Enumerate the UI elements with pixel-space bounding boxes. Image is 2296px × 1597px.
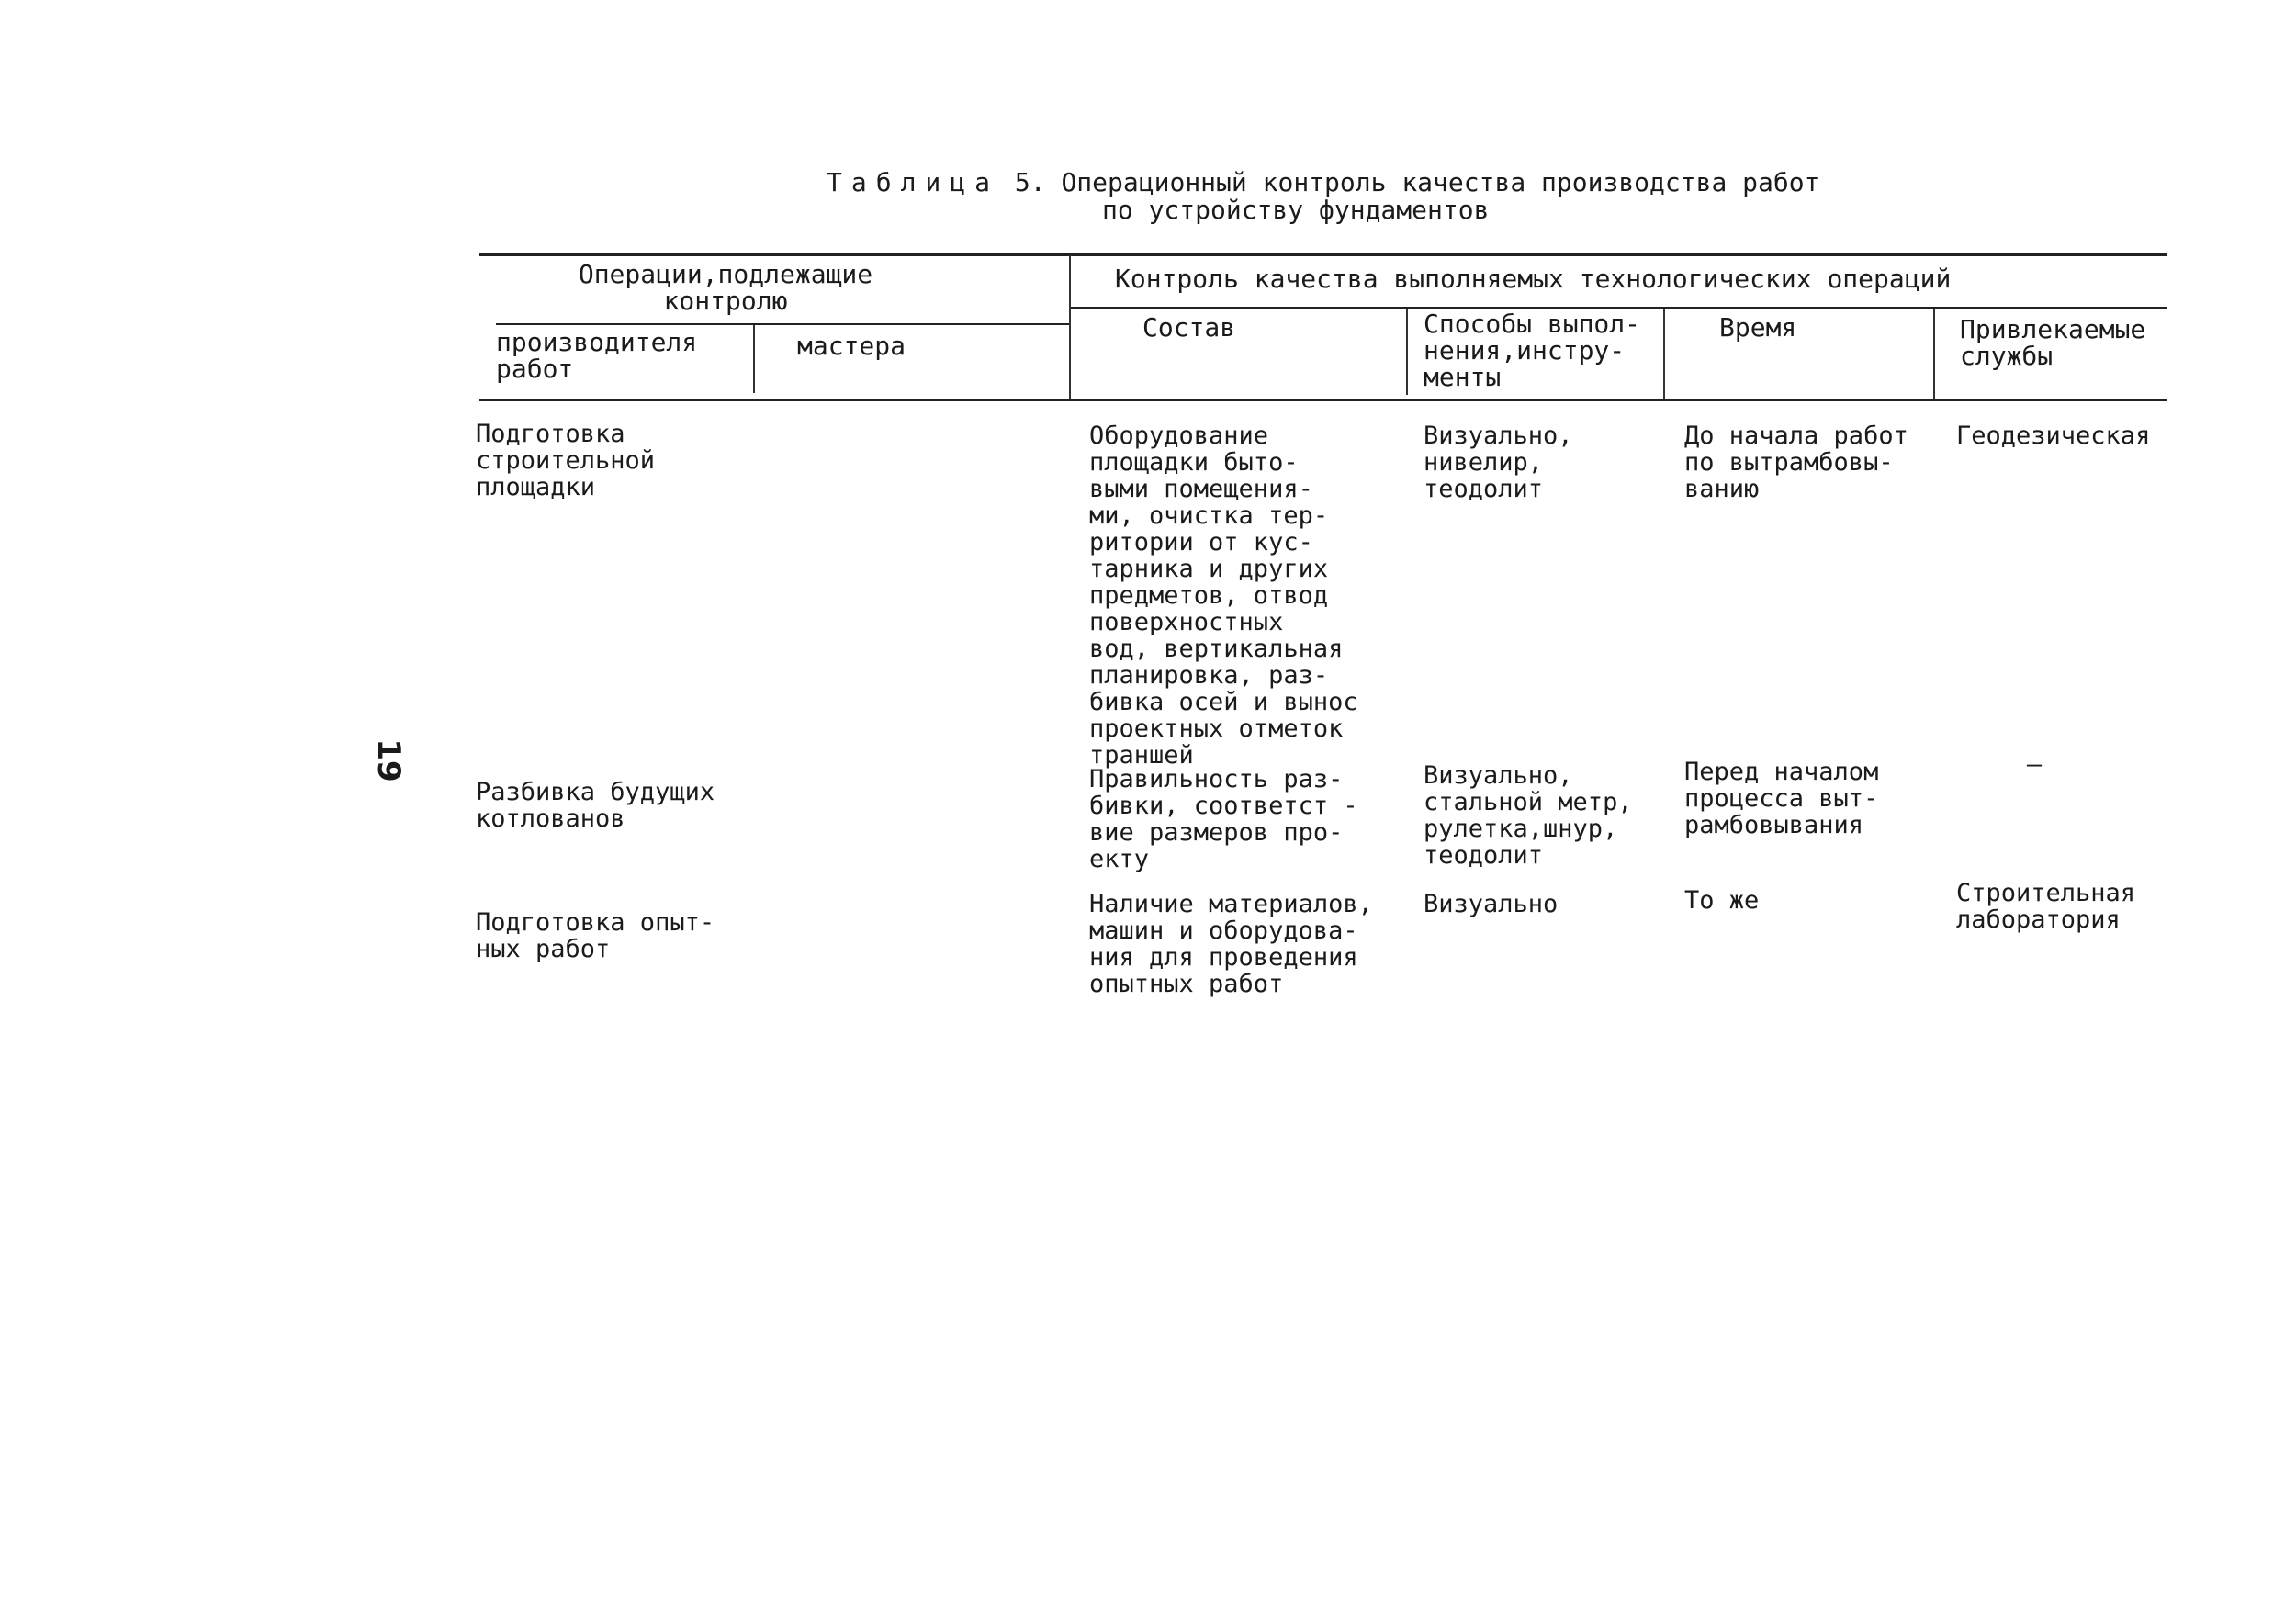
header-quality-group: Контроль качества выполняемых технологических операций [1115, 264, 1952, 294]
row-3-time: То же [1684, 886, 1760, 915]
header-time: Время [1719, 312, 1797, 343]
header-vline-time [1933, 309, 1935, 399]
header-methods: Способы выпол- нения,инстру- менты [1424, 309, 1641, 392]
table-top-rule [479, 253, 2167, 256]
row-1-time: До начала работ по вытрамбовы- ванию [1684, 422, 1908, 503]
caption-title-line-1: Операционный контроль качества производства работ [1061, 167, 1820, 197]
caption-line-1 [827, 169, 2020, 197]
row-2-time: Перед началом процесса выт- рамбовывания [1684, 758, 1879, 839]
header-composition: Состав [1142, 312, 1236, 343]
header-bottom-rule [479, 399, 2167, 401]
row-3-producer: Подготовка опыт- ных работ [476, 908, 715, 963]
caption-title-line-2: по устройству фундаментов [1102, 195, 1490, 225]
row-1-methods: Визуально, нивелир, теодолит [1424, 422, 1573, 503]
row-1-composition: Оборудование площадки быто- выми помещения- ми, очистка тер- ритории от кус- тарника и других предметов, отвод поверхностных вод, вертикальная планировка, раз- бивка осей и вынос проектных отметок траншей [1089, 422, 1358, 770]
row-1-services: Геодезическая [1956, 422, 2151, 450]
row-1-producer: Подготовка строительной площадки [476, 420, 656, 501]
row-2-methods: Визуально, стальной метр, рулетка,шнур, теодолит [1424, 761, 1633, 870]
row-3-methods: Визуально [1424, 890, 1559, 918]
header-vline-composition [1406, 309, 1408, 395]
header-services: Привлекаемые службы [1960, 314, 2146, 371]
header-divider-left [496, 323, 1069, 325]
table-caption [827, 169, 2020, 224]
header-operations-group: Операции,подлежащие контролю [578, 259, 873, 316]
header-master: мастера [797, 331, 906, 361]
row-3-composition: Наличие материалов, машин и оборудова- ния для проведения опытных работ [1089, 890, 1373, 998]
page-number: 19 [370, 738, 407, 782]
row-2-producer: Разбивка будущих котлованов [476, 778, 715, 833]
header-vline-producer [753, 325, 755, 393]
caption-number: 5. [1014, 167, 1046, 197]
caption-label: Таблица [827, 167, 1000, 197]
row-2-services: — [2026, 750, 2043, 779]
row-2-composition: Правильность раз- бивки, соответст - вие размеров про- екту [1089, 765, 1358, 873]
row-3-services: Строительная лаборатория [1956, 879, 2136, 934]
header-vline-operations [1069, 255, 1071, 399]
header-producer: производителя работ [496, 327, 698, 384]
header-vline-methods [1663, 309, 1665, 399]
